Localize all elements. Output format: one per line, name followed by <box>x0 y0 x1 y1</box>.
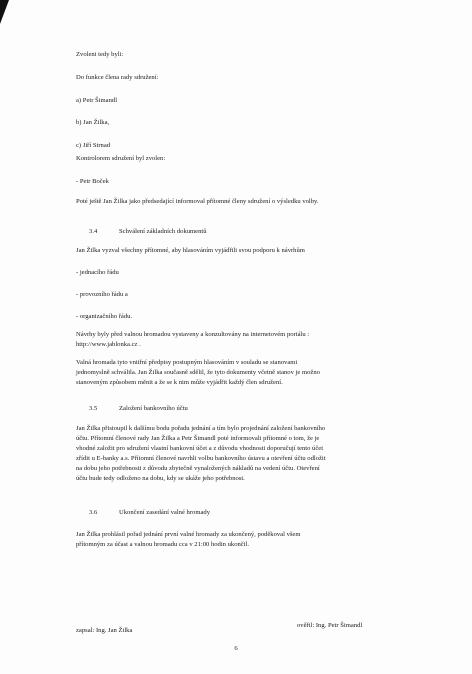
board-member-a: a) Petr Šimandl <box>76 97 118 104</box>
list-item: - provozního řádu a <box>76 291 128 298</box>
section-title: Schválení základních dokumentů <box>119 228 207 235</box>
scan-corner-mark <box>0 0 9 24</box>
text-line: Návrhy byly před valnou hromadou vystaveny a konzultovány na internetovém portálu : <box>76 331 310 338</box>
section-number: 3.4 <box>89 228 98 235</box>
list-item: - jednacího řádu <box>76 269 119 276</box>
text-line: Jan Žilka prohlásil pořad jednání první valné hromady za ukončený, poděkoval všem <box>76 531 301 538</box>
text-line: http://www.jablonka.cz . <box>76 341 141 348</box>
recorded-by-signature: zapsal: Ing. Jan Žilka <box>76 627 133 634</box>
section-title: Ukončení zasedání valné hromady <box>119 509 210 516</box>
text-line: na dobu jeho potřebnosti z důvodu zbytečně vynaložených nákladů na vedení účtu. Otevření <box>76 465 320 472</box>
elected-label: Zvoleni tedy byli: <box>76 51 124 58</box>
page-number: 6 <box>234 645 238 652</box>
board-member-b: b) Jan Žilka, <box>76 119 110 126</box>
text-line: stanoveným způsobem měnit a že se k nim může vyjádřit každý člen sdružení. <box>76 379 283 386</box>
section-number: 3.6 <box>89 509 98 516</box>
election-result-note: Poté ještě Jan Žilka jako předsedající informoval přítomné členy sdružení o výsledku volby. <box>76 198 319 205</box>
text-line: účtu. Přítomní členové rady Jan Žilka a Petr Šimandl poté informovali přítomné o tom, že je <box>76 435 320 442</box>
board-label: Do funkce člena rady sdružení: <box>76 74 159 81</box>
controller-label: Kontrolorem sdružení byl zvolen: <box>76 155 166 162</box>
paragraph-approval <box>76 358 396 388</box>
section-number: 3.5 <box>89 405 98 412</box>
paragraph-portal <box>76 330 396 350</box>
text-line: jednomyslně schválila. Jan Žilka současně sdělil, že tyto dokumenty včetně stanov je možno <box>76 369 320 376</box>
text-line: účtu bude tedy odloženo na dobu, kdy se ukáže jeho potřebnost. <box>76 475 245 482</box>
text-line: Jan Žilka přistoupil k dalšímu bodu pořadu jednání a tím bylo projednání založení bankovního <box>76 425 326 432</box>
section-intro: Jan Žilka vyzval všechny přítomné, aby hlasováním vyjádřili svou podporu k návrhům <box>76 247 305 254</box>
paragraph-closing <box>76 530 396 550</box>
paragraph-bank-account <box>76 424 396 484</box>
board-member-c: c) Jiří Strnad <box>76 142 111 149</box>
text-line: zřídit u E-banky a.s. Přítomní členové navrhli volbu bankovního ústavu a otevření účtu odložit <box>76 455 326 462</box>
section-title: Založení bankovního účtu <box>119 405 188 412</box>
text-line: přítomným za účast a valnou hromadu cca v 21:00 hodin ukončil. <box>76 541 250 548</box>
controller-name: - Petr Boček <box>76 178 109 185</box>
text-line: vhodné založit pro sdružení vlastní bankovní účet a z důvodu vhodnosti doporučují tento účet <box>76 445 324 452</box>
list-item: - organizačního řádu. <box>76 313 133 320</box>
verified-by-signature: ověřil: Ing. Petr Šimandl <box>297 622 363 629</box>
text-line: Valná hromada tyto vnitřní předpisy postupným hlasováním v souladu se stanovami <box>76 359 298 366</box>
